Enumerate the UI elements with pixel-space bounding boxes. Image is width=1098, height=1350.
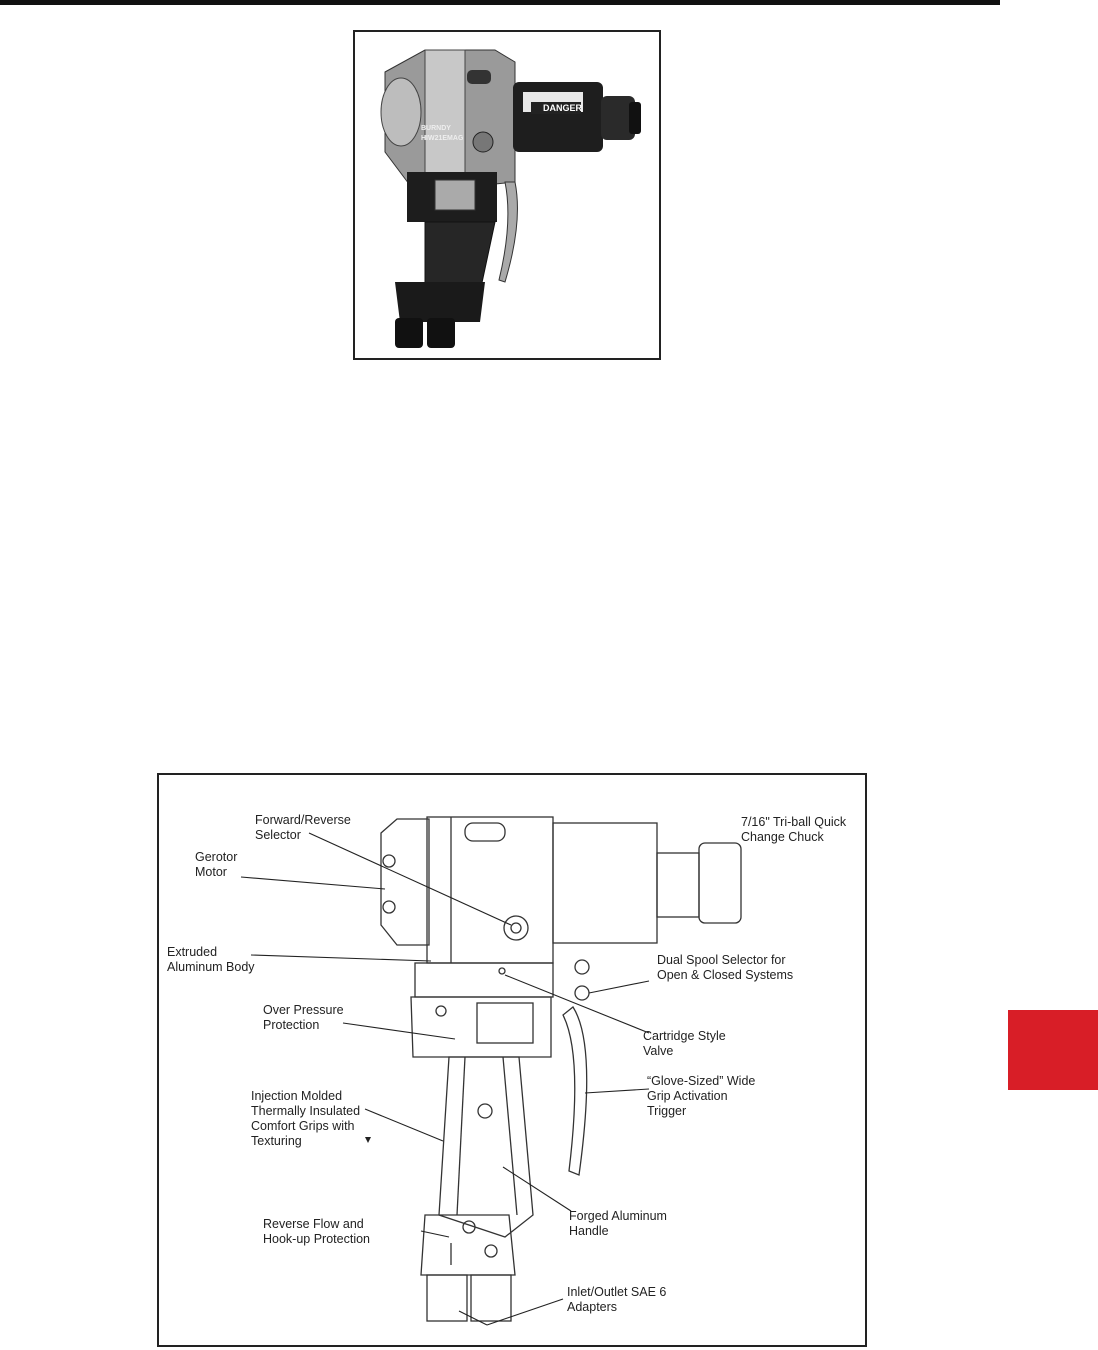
callout-forward-reverse-selector: Forward/Reverse Selector: [255, 813, 351, 842]
danger-label: DANGER: [543, 103, 583, 113]
callout-inlet-outlet: Inlet/Outlet SAE 6 Adapters: [567, 1285, 667, 1314]
callout-reverse-flow: Reverse Flow and Hook-up Protection: [263, 1217, 371, 1246]
impact-wrench-photo: [355, 32, 659, 358]
callout-forged-handle: Forged Aluminum Handle: [569, 1209, 667, 1238]
callout-cartridge-valve: Cartridge Style Valve: [643, 1029, 726, 1058]
callout-over-pressure: Over Pressure Protection: [263, 1003, 344, 1032]
callout-grips: Injection Molded Thermally Insulated Comfort Grips with Texturing: [251, 1089, 361, 1148]
annotated-diagram-frame: [157, 773, 867, 1347]
callout-gerotor-motor: Gerotor Motor: [195, 850, 238, 879]
callout-extruded-body: Extruded Aluminum Body: [167, 945, 255, 974]
wrench-line-drawing: [159, 775, 865, 1345]
callout-chuck: 7/16" Tri-ball Quick Change Chuck: [741, 815, 847, 844]
callout-dual-spool: Dual Spool Selector for Open & Closed Systems: [657, 953, 794, 982]
section-tab: [1008, 1010, 1098, 1090]
product-photo-frame: [353, 30, 661, 360]
model-label: HIW21EMAG: [421, 135, 464, 142]
brand-label: BURNDY: [421, 125, 451, 132]
top-rule: [0, 0, 1000, 5]
callout-trigger: “Glove-Sized” Wide Grip Activation Trigger: [647, 1074, 756, 1118]
